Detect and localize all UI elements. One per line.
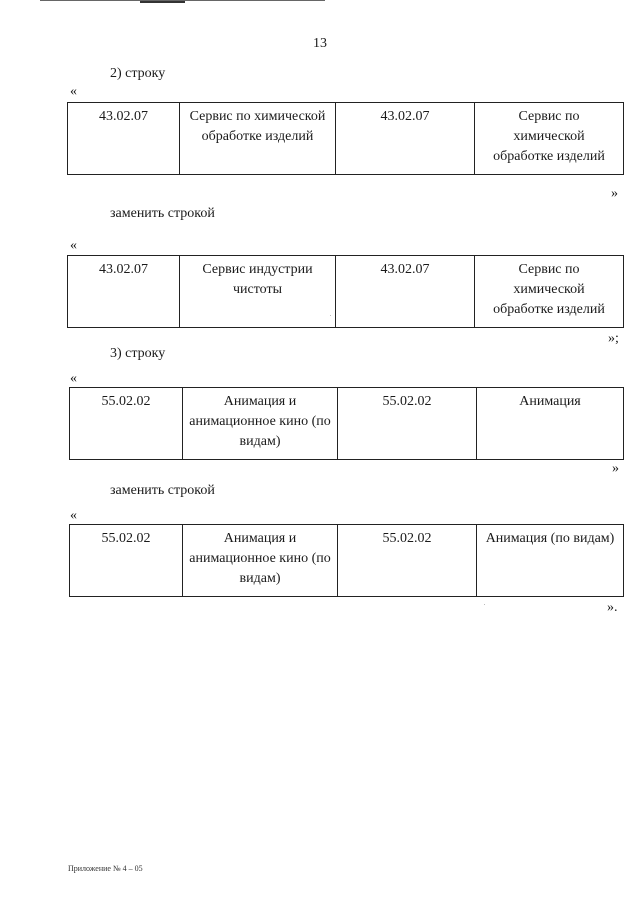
title-cell: Сервис по химической обработке изделий [475, 103, 624, 175]
footer-note: Приложение № 4 – 05 [68, 864, 143, 873]
section-1-intro: 2) строку [110, 66, 166, 81]
section-4-table [69, 524, 624, 597]
table-row [68, 103, 624, 175]
title-cell: Анимация [477, 388, 624, 460]
section-2-close-quote: »; [608, 331, 619, 346]
section-1-close-quote: » [611, 186, 618, 201]
code-cell: 43.02.07 [68, 256, 180, 328]
code-cell: 55.02.02 [338, 388, 477, 460]
scan-speck [484, 604, 485, 605]
title-cell: Сервис по химической обработке изделий [180, 103, 336, 175]
title-cell: Анимация и анимационное кино (по видам) [183, 388, 338, 460]
title-cell: Сервис индустрии чистоты [180, 256, 336, 328]
top-scan-mark [140, 1, 185, 3]
section-3-open-quote: « [70, 371, 77, 386]
section-3-table [69, 387, 624, 460]
section-4-intro: заменить строкой [110, 483, 215, 498]
title-cell: Сервис по химической обработке изделий [475, 256, 624, 328]
page-number: 13 [313, 36, 327, 51]
title-cell: Анимация и анимационное кино (по видам) [183, 525, 338, 597]
code-cell: 55.02.02 [338, 525, 477, 597]
section-4-close-quote: ». [607, 600, 618, 615]
section-1-open-quote: « [70, 84, 77, 99]
section-3-intro: 3) строку [110, 346, 166, 361]
table-row [70, 388, 624, 460]
code-cell: 43.02.07 [68, 103, 180, 175]
code-cell: 43.02.07 [336, 256, 475, 328]
code-cell: 55.02.02 [70, 525, 183, 597]
section-2-open-quote: « [70, 238, 77, 253]
section-4-open-quote: « [70, 508, 77, 523]
section-2-table [67, 255, 624, 328]
table-row [68, 256, 624, 328]
section-3-close-quote: » [612, 461, 619, 476]
code-cell: 43.02.07 [336, 103, 475, 175]
scan-speck [330, 315, 331, 316]
section-2-intro: заменить строкой [110, 206, 215, 221]
code-cell: 55.02.02 [70, 388, 183, 460]
section-1-table [67, 102, 624, 175]
title-cell: Анимация (по видам) [477, 525, 624, 597]
table-row [70, 525, 624, 597]
